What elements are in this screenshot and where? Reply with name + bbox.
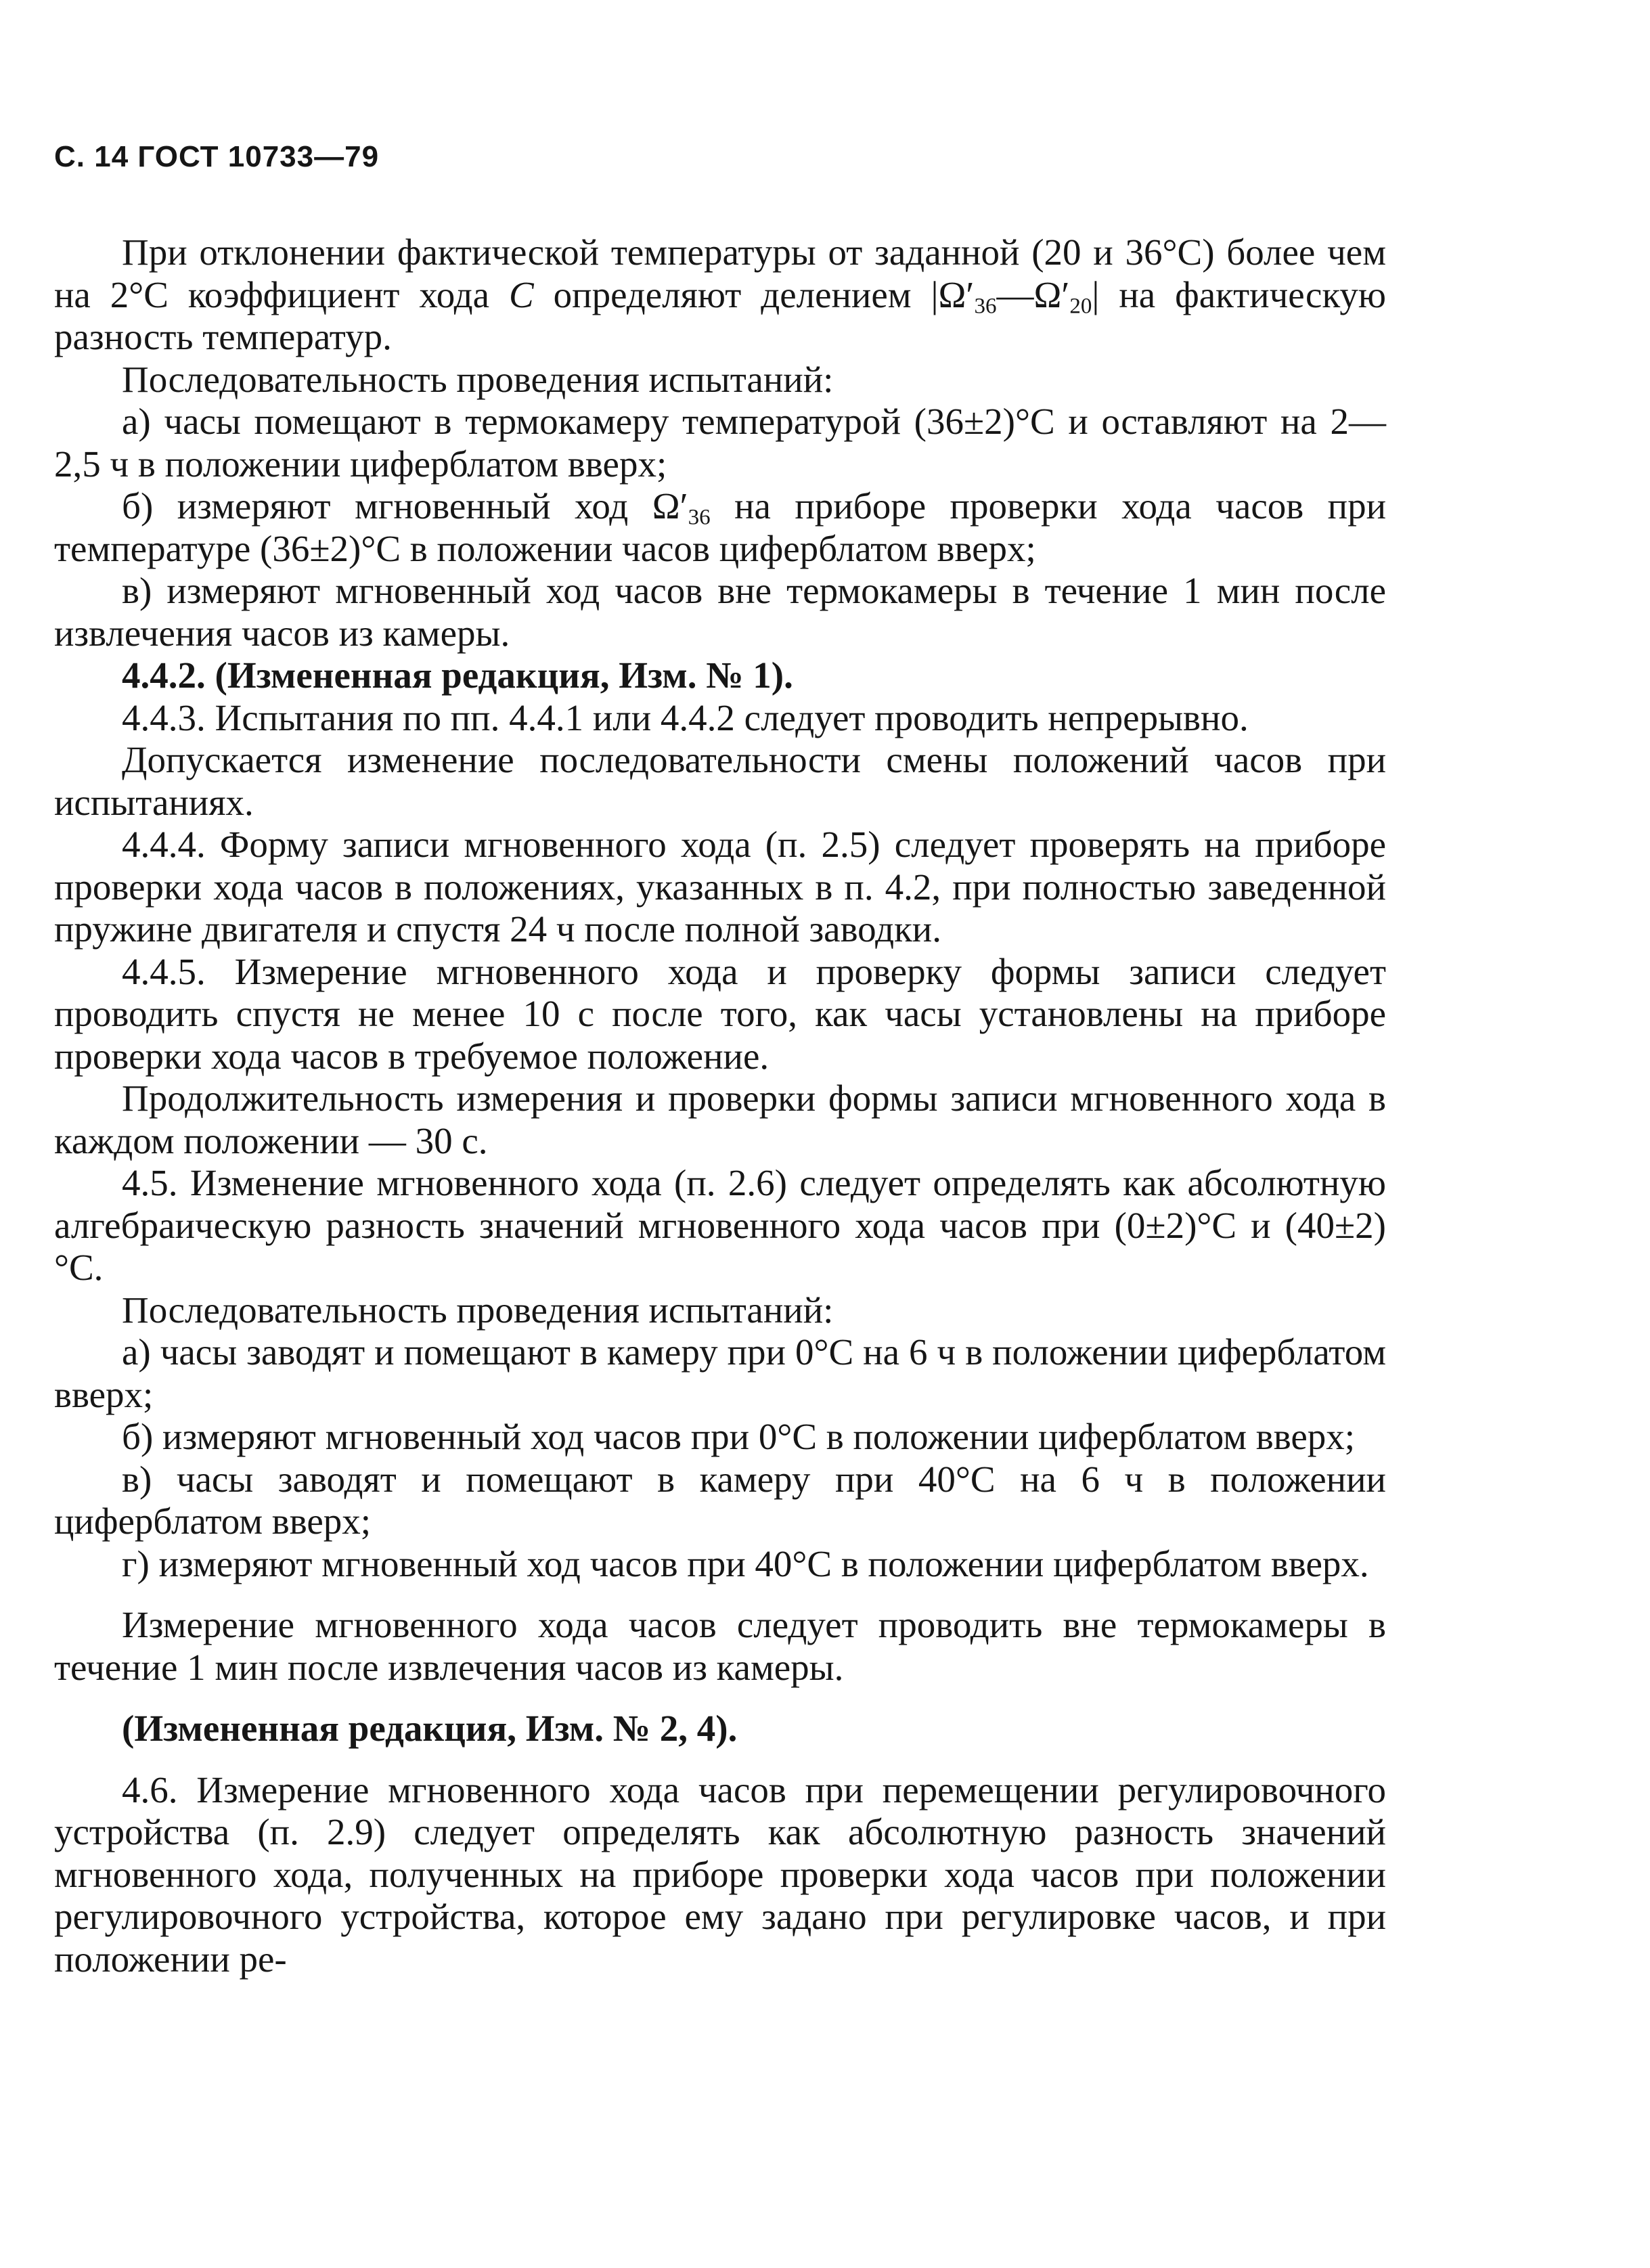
paragraph-sequence-change: Допускается изменение последовательности смены положений часов при испытаниях. <box>54 739 1386 823</box>
amendment-note-45: (Измененная редакция, Изм. № 2, 4). <box>122 1708 738 1749</box>
formula-subscript: 20 <box>1069 293 1092 318</box>
formula-subscript: 36 <box>688 505 711 530</box>
list-item-g-2: г) измеряют мгновенный ход часов при 40°С в положении циферблатом вверх. <box>122 1542 1369 1584</box>
list-item-v-2: в) часы заводят и помещают в камеру при 40°С на 6 ч в положении циферблатом вверх; <box>54 1458 1386 1542</box>
paragraph-temperature-deviation <box>54 231 1386 359</box>
rate-symbol <box>652 485 711 530</box>
text-segment: на приборе проверки хода часов при температуре (36±2)°С в положении часов циферблатом вверх; <box>54 485 1387 569</box>
clause-444: 4.4.4. Форму записи мгновенного хода (п. 2.5) следует проверять на приборе проверки хода часов в положениях, указанных в п. 4.2, при полностью заведенной пружине двигателя и спустя 24 ч после полной заводки. <box>54 824 1386 950</box>
difference-formula <box>931 273 1100 318</box>
clause-45: 4.5. Изменение мгновенного хода (п. 2.6) следует определять как абсолютную алгебраическую разность значений мгновенного хода часов при (0±2)°С и (40±2)°С. <box>54 1162 1386 1288</box>
list-item-b <box>54 485 1386 570</box>
paragraph-duration: Продолжительность измерения и проверки формы записи мгновенного хода в каждом положении — 30 с. <box>54 1077 1386 1161</box>
list-item-a-2: а) часы заводят и помещают в камеру при 0°С на 6 ч в положении циферблатом вверх; <box>54 1331 1386 1415</box>
clause-443: 4.4.3. Испытания по пп. 4.4.1 или 4.4.2 следует проводить непрерывно. <box>122 696 1249 738</box>
paragraph-measurement-outside: Измерение мгновенного хода часов следует проводить вне термокамеры в течение 1 мин после извлечения часов из камеры. <box>54 1604 1386 1688</box>
clause-445: 4.4.5. Измерение мгновенного хода и проверку формы записи следует проводить спустя не менее 10 с после того, как часы установлены на приборе проверки хода часов в требуемое положение. <box>54 950 1386 1077</box>
formula-part: Ω′ <box>652 485 688 527</box>
list-item-v: в) измеряют мгновенный ход часов вне термокамеры в течение 1 мин после извлечения часов из камеры. <box>54 570 1386 654</box>
text-segment: определяют делением <box>533 273 931 315</box>
text-segment: на фактическую разность температур. <box>54 273 1386 357</box>
formula-part: |Ω′ <box>931 273 975 315</box>
paragraph-sequence-heading: Последовательность проведения испытаний: <box>122 358 834 400</box>
paragraph-sequence-heading-2: Последовательность проведения испытаний: <box>122 1289 834 1331</box>
coefficient-symbol: C <box>509 273 534 315</box>
formula-part: | <box>1092 273 1100 315</box>
text-segment: б) измеряют мгновенный ход <box>122 485 652 527</box>
list-item-b-2: б) измеряют мгновенный ход часов при 0°С в положении циферблатом вверх; <box>122 1416 1356 1457</box>
clause-46: 4.6. Измерение мгновенного хода часов при перемещении регулировочного устройства (п. 2.9) следует определять как абсолютную разность значений мгновенного хода, полученных на приборе проверки хода часов при положении регулировочного устройства, которое ему задано при регулировке часов, и при положении ре- <box>54 1769 1386 1980</box>
list-item-a: а) часы помещают в термокамеру температурой (36±2)°С и оставляют на 2—2,5 ч в положении циферблатом вверх; <box>54 401 1386 485</box>
text-segment: При отклонении фактической температуры от заданной (20 и 36°С) более чем на 2°С коэффициент хода <box>54 231 1386 315</box>
formula-subscript: 36 <box>974 293 997 318</box>
page-header: С. 14 ГОСТ 10733—79 <box>54 140 380 173</box>
amendment-note-442: 4.4.2. (Измененная редакция, Изм. № 1). <box>122 654 793 696</box>
document-body <box>54 231 1386 1980</box>
formula-part: —Ω′ <box>996 273 1070 315</box>
